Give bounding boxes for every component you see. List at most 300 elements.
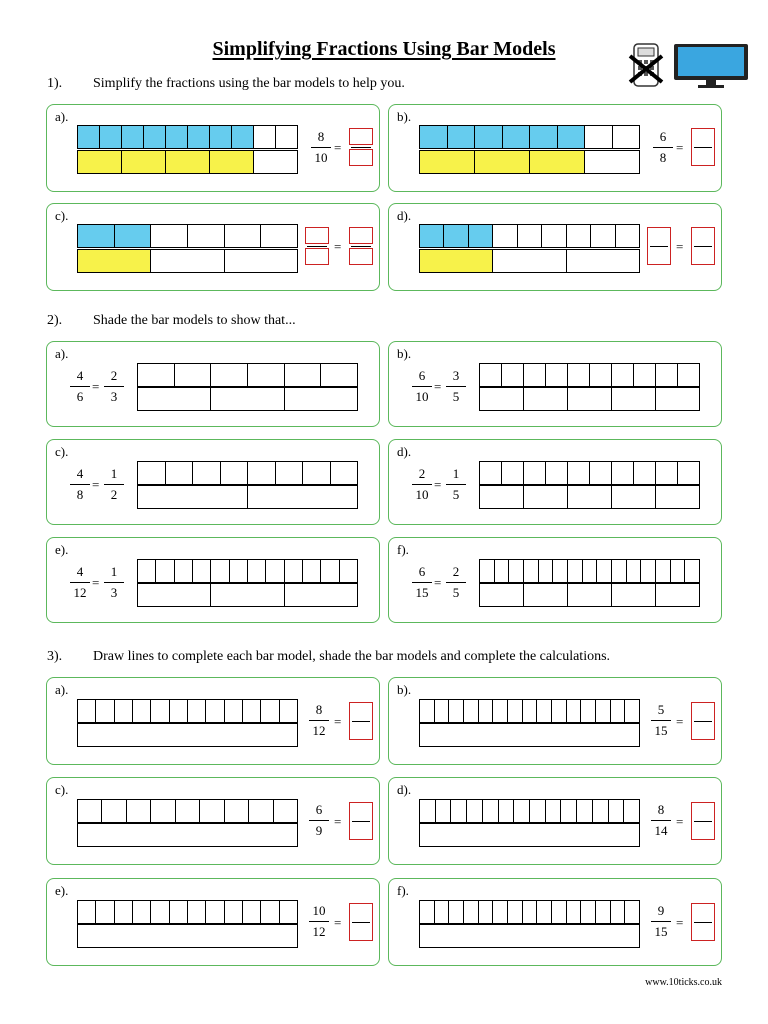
given-fraction <box>652 129 674 166</box>
shade-cell[interactable] <box>610 900 626 924</box>
fraction-denominator: 12 <box>312 924 326 939</box>
shade-cell[interactable] <box>220 461 249 485</box>
shade-cell[interactable] <box>580 699 596 723</box>
shade-cell[interactable] <box>684 559 700 583</box>
icons-group <box>628 42 752 90</box>
answer-box[interactable] <box>691 702 715 740</box>
shade-cell[interactable] <box>77 900 96 924</box>
shade-cell[interactable] <box>536 699 552 723</box>
fraction-denominator: 6 <box>76 389 84 404</box>
fraction-bar <box>446 582 466 583</box>
bar-cell <box>143 125 166 149</box>
shade-cell[interactable] <box>77 699 96 723</box>
bar-cell <box>224 249 298 273</box>
part-label: b). <box>397 346 412 361</box>
shade-cell[interactable] <box>463 900 479 924</box>
shade-cell[interactable] <box>611 559 627 583</box>
shade-cell[interactable] <box>522 900 538 924</box>
shade-cell[interactable] <box>479 387 524 411</box>
shade-cell[interactable] <box>150 799 175 823</box>
bar-cell <box>566 249 640 273</box>
shade-cell[interactable] <box>523 559 539 583</box>
shade-cell[interactable] <box>611 485 656 509</box>
equals-sign: = <box>334 814 342 829</box>
shade-cell[interactable] <box>466 799 483 823</box>
shade-cell[interactable] <box>492 900 508 924</box>
shade-cell[interactable] <box>275 461 304 485</box>
given-fraction <box>650 802 672 839</box>
fraction-numerator: 6 <box>418 564 426 579</box>
fraction-box-numerator[interactable] <box>305 227 329 244</box>
shade-cell[interactable] <box>595 699 611 723</box>
shade-cell[interactable] <box>210 363 248 387</box>
answer-box[interactable] <box>691 802 715 840</box>
shade-cell[interactable] <box>523 461 546 485</box>
shade-cell[interactable] <box>199 799 224 823</box>
shade-cell[interactable] <box>655 559 671 583</box>
fraction-numerator: 2 <box>452 564 460 579</box>
fraction-left <box>69 466 91 503</box>
fraction-right <box>445 564 467 601</box>
shade-cell[interactable] <box>494 559 510 583</box>
shade-cell[interactable] <box>260 900 279 924</box>
shade-cell[interactable] <box>137 387 211 411</box>
fraction-bar <box>446 386 466 387</box>
shade-cell[interactable] <box>419 799 436 823</box>
shade-cell[interactable] <box>224 900 243 924</box>
shade-cell[interactable] <box>339 559 358 583</box>
fraction-bar <box>309 921 329 922</box>
fraction-box-denominator[interactable] <box>305 248 329 265</box>
shade-cell[interactable] <box>552 559 568 583</box>
fraction-bar <box>651 820 671 821</box>
shade-cell[interactable] <box>677 461 700 485</box>
shade-cell[interactable] <box>589 363 612 387</box>
answer-box-denominator[interactable] <box>349 149 373 166</box>
shade-cell[interactable] <box>284 559 303 583</box>
bar-cell <box>529 150 585 174</box>
fraction-bar <box>104 582 124 583</box>
shade-cell[interactable] <box>580 900 596 924</box>
bar-cell <box>584 150 640 174</box>
answer-box[interactable] <box>349 702 373 740</box>
shade-cell[interactable] <box>589 461 612 485</box>
shade-cell[interactable] <box>320 559 339 583</box>
shade-cell[interactable] <box>434 900 450 924</box>
shade-cell[interactable] <box>551 699 567 723</box>
bar-cell <box>541 224 566 248</box>
bar-cell <box>612 125 641 149</box>
fraction-denominator: 3 <box>110 389 118 404</box>
bar-cell <box>566 224 591 248</box>
shade-cell[interactable] <box>114 900 133 924</box>
fraction-left <box>69 564 91 601</box>
shade-cell[interactable] <box>611 461 634 485</box>
shade-cell[interactable] <box>419 699 435 723</box>
q1-instruction: Simplify the fractions using the bar models to help you. <box>93 76 405 91</box>
shade-cell[interactable] <box>224 699 243 723</box>
shade-cell[interactable] <box>596 559 612 583</box>
fraction-numerator: 8 <box>317 129 325 144</box>
fraction-right <box>445 466 467 503</box>
shade-cell[interactable] <box>101 799 126 823</box>
equals-sign: = <box>92 575 100 590</box>
shade-cell[interactable] <box>479 559 495 583</box>
fraction-bar <box>651 921 671 922</box>
shade-cell[interactable] <box>501 363 524 387</box>
fraction-denominator: 10 <box>314 150 328 165</box>
shade-cell[interactable] <box>513 799 530 823</box>
shade-cell[interactable] <box>187 699 206 723</box>
shade-cell[interactable] <box>77 799 102 823</box>
shade-cell[interactable] <box>567 461 590 485</box>
bar-cell <box>165 125 188 149</box>
shade-cell[interactable] <box>132 900 151 924</box>
shade-cell[interactable] <box>434 699 450 723</box>
shade-cell[interactable] <box>150 900 169 924</box>
footer-url: www.10ticks.co.uk <box>645 977 722 988</box>
shade-cell[interactable] <box>284 387 358 411</box>
shade-cell[interactable] <box>655 583 700 607</box>
shade-cell[interactable] <box>566 699 582 723</box>
q3-panel-f <box>388 878 722 966</box>
bar-cell <box>209 150 254 174</box>
equals-sign: = <box>334 915 342 930</box>
shade-cell[interactable] <box>670 559 686 583</box>
shade-cell[interactable] <box>633 461 656 485</box>
part-label: f). <box>397 542 409 557</box>
shade-cell[interactable] <box>165 461 194 485</box>
shade-cell[interactable] <box>155 559 174 583</box>
fraction-right <box>445 368 467 405</box>
shade-cell[interactable] <box>114 699 133 723</box>
fraction-box[interactable] <box>647 227 671 265</box>
bar-cell <box>114 224 152 248</box>
given-fraction <box>650 702 672 739</box>
shade-cell[interactable] <box>545 799 562 823</box>
fraction-numerator: 1 <box>452 466 460 481</box>
shade-cell[interactable] <box>137 485 248 509</box>
blank-bar[interactable] <box>77 823 298 847</box>
fraction-numerator: 4 <box>76 368 84 383</box>
shade-cell[interactable] <box>175 799 200 823</box>
shade-cell[interactable] <box>330 461 359 485</box>
shade-cell[interactable] <box>522 699 538 723</box>
shade-cell[interactable] <box>529 799 546 823</box>
blank-bar[interactable] <box>77 924 298 948</box>
answer-box-numerator[interactable] <box>349 128 373 145</box>
shade-cell[interactable] <box>169 699 188 723</box>
shade-cell[interactable] <box>273 799 298 823</box>
answer-box-numerator[interactable] <box>349 227 373 244</box>
shade-cell[interactable] <box>279 900 298 924</box>
shade-cell[interactable] <box>608 799 625 823</box>
part-label: d). <box>397 444 412 459</box>
fraction-left <box>411 466 433 503</box>
q2-panel-c <box>46 439 380 525</box>
bar-cell <box>419 125 448 149</box>
shade-cell[interactable] <box>595 900 611 924</box>
shade-cell[interactable] <box>132 699 151 723</box>
fraction-numerator: 2 <box>110 368 118 383</box>
equals-sign: = <box>334 140 342 155</box>
shade-cell[interactable] <box>655 387 700 411</box>
fraction-bar <box>694 147 712 148</box>
fraction-bar <box>351 147 371 148</box>
shade-cell[interactable] <box>655 485 700 509</box>
fraction-bar <box>694 922 712 923</box>
shade-cell[interactable] <box>545 363 568 387</box>
shade-cell[interactable] <box>479 485 524 509</box>
shade-cell[interactable] <box>450 799 467 823</box>
q3-panel-a <box>46 677 380 765</box>
part-label: d). <box>397 208 412 223</box>
fraction-denominator: 3 <box>110 585 118 600</box>
shade-cell[interactable] <box>482 799 499 823</box>
part-label: b). <box>397 109 412 124</box>
shade-cell[interactable] <box>507 699 523 723</box>
shade-cell[interactable] <box>623 799 640 823</box>
fraction-bar <box>311 147 331 148</box>
shade-cell[interactable] <box>551 900 567 924</box>
fraction-denominator: 12 <box>312 723 326 738</box>
fraction-bar <box>70 386 90 387</box>
shade-cell[interactable] <box>419 900 435 924</box>
fraction-numerator: 6 <box>659 129 667 144</box>
shade-cell[interactable] <box>247 485 358 509</box>
shade-cell[interactable] <box>174 559 193 583</box>
shade-cell[interactable] <box>137 363 175 387</box>
answer-box[interactable] <box>691 903 715 941</box>
shade-cell[interactable] <box>126 799 151 823</box>
shade-cell[interactable] <box>247 461 276 485</box>
shade-cell[interactable] <box>560 799 577 823</box>
fraction-denominator: 12 <box>73 585 87 600</box>
shade-cell[interactable] <box>174 363 212 387</box>
shade-cell[interactable] <box>247 559 266 583</box>
shade-cell[interactable] <box>448 900 464 924</box>
blank-bar[interactable] <box>77 723 298 747</box>
bar-cell <box>419 249 493 273</box>
shade-cell[interactable] <box>576 799 593 823</box>
shade-cell[interactable] <box>536 900 552 924</box>
equals-sign: = <box>676 239 684 254</box>
q2-panel-f <box>388 537 722 623</box>
shade-cell[interactable] <box>677 363 700 387</box>
shade-cell[interactable] <box>95 900 114 924</box>
shade-cell[interactable] <box>479 461 502 485</box>
fraction-denominator: 15 <box>654 723 668 738</box>
equals-sign: = <box>334 714 342 729</box>
equals-sign: = <box>92 477 100 492</box>
q3-panel-d <box>388 777 722 865</box>
shade-cell[interactable] <box>192 461 221 485</box>
shade-cell[interactable] <box>205 900 224 924</box>
part-label: c). <box>55 782 69 797</box>
blank-bar[interactable] <box>419 823 640 847</box>
shade-cell[interactable] <box>169 900 188 924</box>
shade-cell[interactable] <box>567 559 583 583</box>
fraction-right <box>103 368 125 405</box>
fraction-denominator: 5 <box>452 389 460 404</box>
fraction-bar <box>70 582 90 583</box>
bar-cell <box>260 224 298 248</box>
shade-cell[interactable] <box>210 559 229 583</box>
shade-cell[interactable] <box>137 583 211 607</box>
shade-cell[interactable] <box>501 461 524 485</box>
bar-cell <box>253 150 298 174</box>
shade-cell[interactable] <box>192 559 211 583</box>
equals-sign: = <box>434 575 442 590</box>
equals-sign: = <box>676 915 684 930</box>
shade-cell[interactable] <box>611 583 656 607</box>
shade-cell[interactable] <box>567 583 612 607</box>
bar-cell <box>615 224 640 248</box>
part-label: c). <box>55 444 69 459</box>
shade-cell[interactable] <box>265 559 284 583</box>
bar-cell <box>275 125 298 149</box>
part-label: a). <box>55 109 69 124</box>
shade-cell[interactable] <box>260 699 279 723</box>
shade-cell[interactable] <box>498 799 515 823</box>
shade-cell[interactable] <box>624 699 640 723</box>
shade-cell[interactable] <box>210 387 284 411</box>
shade-cell[interactable] <box>655 363 678 387</box>
shade-cell[interactable] <box>320 363 358 387</box>
given-fraction <box>308 802 330 839</box>
shade-cell[interactable] <box>150 699 169 723</box>
q2-number: 2). <box>47 313 63 328</box>
page-title: Simplifying Fractions Using Bar Models <box>212 38 556 60</box>
shade-cell[interactable] <box>566 900 582 924</box>
shade-cell[interactable] <box>624 900 640 924</box>
bar-cell <box>253 125 276 149</box>
shade-cell[interactable] <box>435 799 452 823</box>
fraction-numerator: 1 <box>110 564 118 579</box>
shade-cell[interactable] <box>302 461 331 485</box>
shade-cell[interactable] <box>229 559 248 583</box>
part-label: d). <box>397 782 412 797</box>
shade-cell[interactable] <box>205 699 224 723</box>
part-label: b). <box>397 682 412 697</box>
fraction-numerator: 2 <box>418 466 426 481</box>
fraction-denominator: 15 <box>415 585 429 600</box>
answer-box[interactable] <box>691 227 715 265</box>
shade-cell[interactable] <box>478 699 494 723</box>
bar-cell <box>231 125 254 149</box>
fraction-bar <box>351 246 371 247</box>
shade-cell[interactable] <box>640 559 656 583</box>
shade-cell[interactable] <box>95 699 114 723</box>
shade-cell[interactable] <box>592 799 609 823</box>
fraction-numerator: 8 <box>657 802 665 817</box>
shade-cell[interactable] <box>626 559 642 583</box>
shade-cell[interactable] <box>611 387 656 411</box>
shade-cell[interactable] <box>448 699 464 723</box>
q3-number: 3). <box>47 649 63 664</box>
answer-box-denominator[interactable] <box>349 248 373 265</box>
fraction-denominator: 10 <box>415 487 429 502</box>
part-label: e). <box>55 542 69 557</box>
shade-cell[interactable] <box>567 363 590 387</box>
equals-sign: = <box>434 379 442 394</box>
answer-box[interactable] <box>691 128 715 166</box>
blank-bar[interactable] <box>419 924 640 948</box>
answer-box[interactable] <box>349 802 373 840</box>
shade-cell[interactable] <box>523 363 546 387</box>
shade-cell[interactable] <box>655 461 678 485</box>
shade-cell[interactable] <box>242 900 261 924</box>
shade-cell[interactable] <box>187 900 206 924</box>
equals-sign: = <box>92 379 100 394</box>
blank-bar[interactable] <box>419 723 640 747</box>
fraction-bar <box>694 821 712 822</box>
shade-cell[interactable] <box>242 699 261 723</box>
shade-cell[interactable] <box>478 900 494 924</box>
fraction-right <box>103 564 125 601</box>
q1-number: 1). <box>47 76 63 91</box>
fraction-numerator: 1 <box>110 466 118 481</box>
bar-cell <box>447 125 476 149</box>
shade-cell[interactable] <box>582 559 598 583</box>
shade-cell[interactable] <box>611 363 634 387</box>
part-label: a). <box>55 346 69 361</box>
shade-cell[interactable] <box>633 363 656 387</box>
fraction-bar <box>694 721 712 722</box>
shade-cell[interactable] <box>610 699 626 723</box>
no-calculator-icon <box>630 44 662 86</box>
fraction-bar <box>309 720 329 721</box>
shade-cell[interactable] <box>137 559 156 583</box>
bar-cell <box>529 125 558 149</box>
fraction-left <box>69 368 91 405</box>
shade-cell[interactable] <box>507 900 523 924</box>
shade-cell[interactable] <box>492 699 508 723</box>
shade-cell[interactable] <box>523 485 568 509</box>
shade-cell[interactable] <box>463 699 479 723</box>
shade-cell[interactable] <box>224 799 249 823</box>
shade-cell[interactable] <box>247 363 285 387</box>
shade-cell[interactable] <box>137 461 166 485</box>
shade-cell[interactable] <box>248 799 273 823</box>
shade-cell[interactable] <box>523 387 568 411</box>
bar-cell <box>584 125 613 149</box>
shade-cell[interactable] <box>545 461 568 485</box>
shade-cell[interactable] <box>284 583 358 607</box>
shade-cell[interactable] <box>538 559 554 583</box>
shade-cell[interactable] <box>567 485 612 509</box>
shade-cell[interactable] <box>284 363 322 387</box>
shade-cell[interactable] <box>210 583 284 607</box>
answer-box[interactable] <box>349 903 373 941</box>
fraction-denominator: 10 <box>415 389 429 404</box>
fraction-bar <box>309 820 329 821</box>
shade-cell[interactable] <box>508 559 524 583</box>
bar-cell <box>77 125 100 149</box>
bar-cell <box>492 224 517 248</box>
bar-cell <box>209 125 232 149</box>
equals-sign: = <box>676 140 684 155</box>
shade-cell[interactable] <box>479 583 524 607</box>
shade-cell[interactable] <box>523 583 568 607</box>
q2-panel-e <box>46 537 380 623</box>
shade-cell[interactable] <box>479 363 502 387</box>
bar-cell <box>419 224 444 248</box>
fraction-bar <box>307 246 327 247</box>
shade-cell[interactable] <box>302 559 321 583</box>
shade-cell[interactable] <box>279 699 298 723</box>
shade-cell[interactable] <box>567 387 612 411</box>
